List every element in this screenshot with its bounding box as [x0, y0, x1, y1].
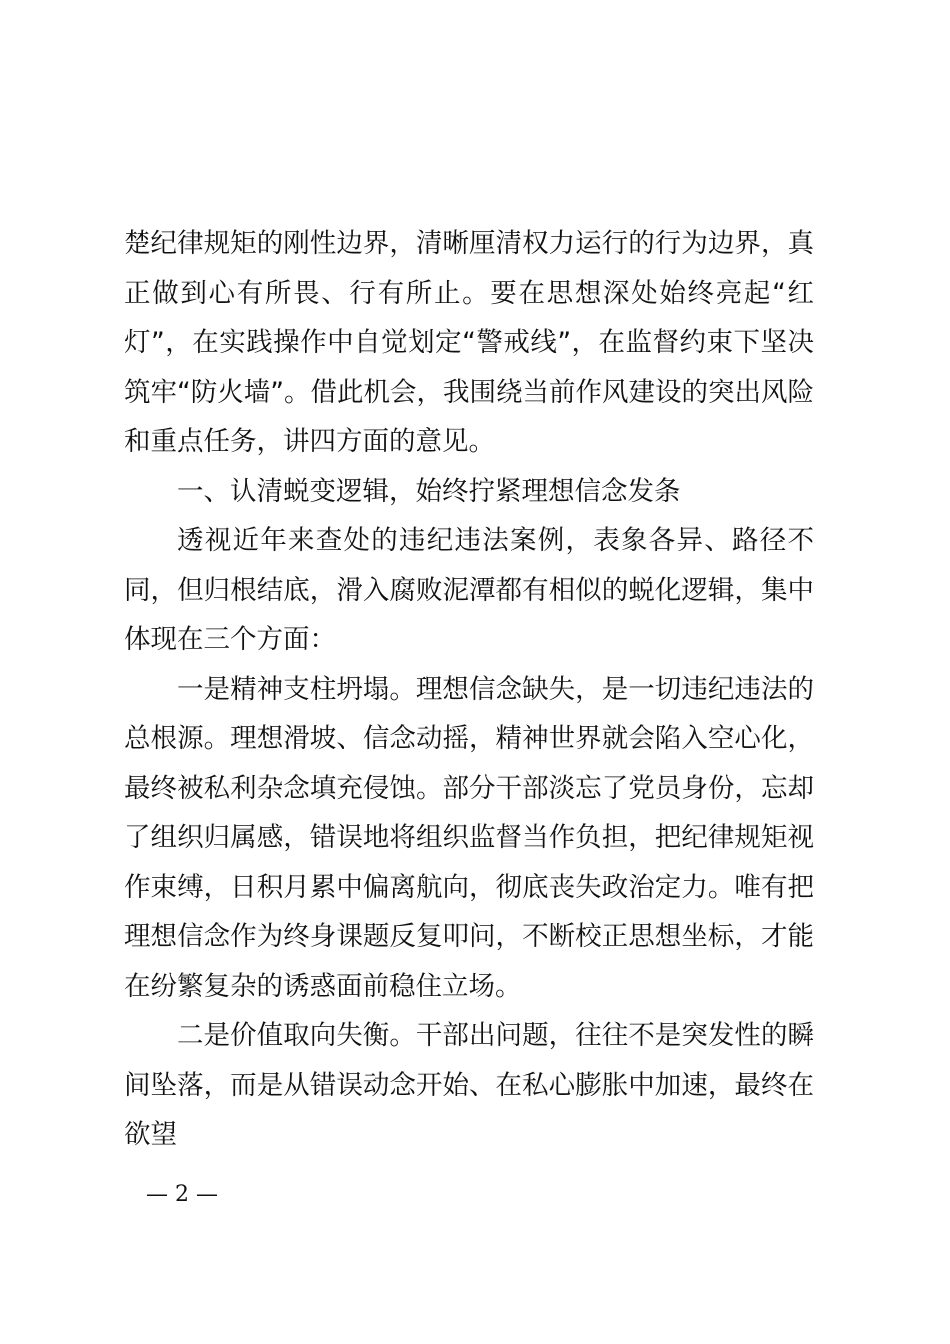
paragraph-point-one: 一是精神支柱坍塌。理想信念缺失，是一切违纪违法的总根源。理想滑坡、信念动摇，精神世界就会陷入空心化，最终被私利杂念填充侵蚀。部分干部淡忘了党员身份，忘却了组织归属感，错误地将组织监督当作负担，把纪律规矩视作束缚，日积月累中偏离航向，彻底丧失政治定力。唯有把理想信念作为终身课题反复叩问，不断校正思想坐标，才能在纷繁复杂的诱惑面前稳住立场。: [124, 673, 814, 1002]
page-number: — 2 —: [146, 1182, 218, 1207]
section-heading: 一、认清蜕变逻辑，始终拧紧理想信念发条: [177, 475, 681, 507]
paragraph-continuation: 楚纪律规矩的刚性边界，清晰厘清权力运行的行为边界，真正做到心有所畏、行有所止。要在思想深处始终亮起“红灯”，在实践操作中自觉划定“警戒线”，在监督约束下坚决筑牢“防火墙”。借此机会，我围绕当前作风建设的突出风险和重点任务，讲四方面的意见。: [124, 228, 814, 457]
document-body: [124, 219, 814, 1160]
paragraph-point-two: 二是价值取向失衡。干部出问题，往往不是突发性的瞬间坠落，而是从错误动念开始、在私心膨胀中加速，最终在欲望: [124, 1020, 814, 1150]
paragraph-intro: 透视近年来查处的违纪违法案例，表象各异、路径不同，但归根结底，滑入腐败泥潭都有相似的蜕化逻辑，集中体现在三个方面：: [124, 525, 814, 655]
